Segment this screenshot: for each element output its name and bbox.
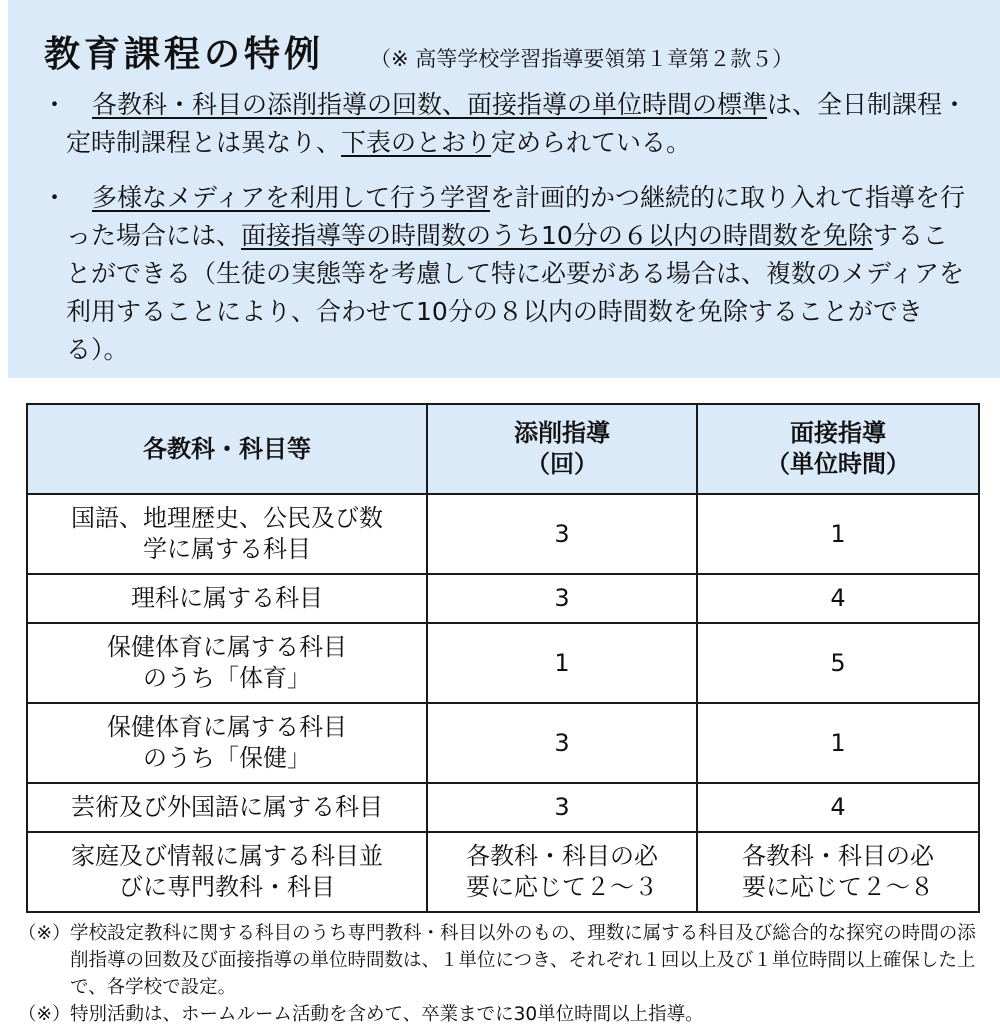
bullet-segment: 多様なメディアを利用して行う学習 bbox=[92, 183, 491, 212]
footnote-mark: （※） bbox=[18, 1004, 71, 1025]
summary-panel bbox=[8, 0, 1000, 378]
footnotes bbox=[18, 920, 988, 1028]
tensaku-cell bbox=[427, 832, 697, 912]
subject-cell bbox=[27, 574, 427, 623]
bullet-segment: 面接指導等の時間数のうち10分の６以内の時間数を免除 bbox=[241, 221, 873, 250]
table-row bbox=[27, 574, 979, 623]
header-tensaku bbox=[427, 404, 697, 494]
header-subject-text: 各教科・科目等 bbox=[143, 434, 311, 463]
standards-table bbox=[26, 403, 980, 913]
tensaku-cell: 3 bbox=[427, 703, 697, 783]
subject-text: 理科に属する科目 bbox=[131, 584, 323, 612]
footnote-text: 特別活動は、ホームルーム活動を含めて、卒業までに30単位時間以上指導。 bbox=[70, 1004, 704, 1025]
subject-text: 保健体育に属する科目 のうち「体育」 bbox=[107, 633, 347, 692]
tensaku-cell: 1 bbox=[427, 623, 697, 703]
mensetsu-cell: 4 bbox=[697, 574, 979, 623]
bullet-2 bbox=[42, 179, 972, 369]
table-row bbox=[27, 832, 979, 912]
subject-cell bbox=[27, 832, 427, 912]
table-row bbox=[27, 783, 979, 832]
header-tensaku-text: 添削指導 （回） bbox=[514, 419, 610, 478]
tensaku-cell: 3 bbox=[427, 783, 697, 832]
mensetsu-text: 各教科・科目の必 要に応じて２～８ bbox=[742, 842, 934, 901]
table-row bbox=[27, 623, 979, 703]
mensetsu-cell: 5 bbox=[697, 623, 979, 703]
tensaku-cell: 3 bbox=[427, 494, 697, 574]
header-mensetsu bbox=[697, 404, 979, 494]
footnote-text: 学校設定教科に関する科目のうち専門教科・科目以外のもの、理数に属する科目及び総合的な探究の時間の添削指導の回数及び面接指導の単位時間数は、１単位につき、それぞれ１回以上及び１単位時間以上確保した上で、各学校で設定。 bbox=[70, 923, 976, 998]
bullet-segment: 下表のとおり bbox=[341, 128, 492, 157]
bullet-marker: ・ bbox=[42, 183, 68, 212]
title-reference: （※ 高等学校学習指導要領第１章第２款５） bbox=[370, 47, 794, 71]
tensaku-text: 各教科・科目の必 要に応じて２～３ bbox=[466, 842, 658, 901]
subject-cell bbox=[27, 494, 427, 574]
table-header-row bbox=[27, 404, 979, 494]
bullet-text bbox=[66, 86, 972, 162]
table-row bbox=[27, 494, 979, 574]
subject-cell bbox=[27, 703, 427, 783]
subject-text: 家庭及び情報に属する科目並 びに専門教科・科目 bbox=[71, 842, 383, 901]
mensetsu-cell bbox=[697, 832, 979, 912]
subject-cell bbox=[27, 783, 427, 832]
bullet-segment: 定められている。 bbox=[491, 128, 692, 157]
mensetsu-cell: 1 bbox=[697, 703, 979, 783]
tensaku-cell: 3 bbox=[427, 574, 697, 623]
footnote-1 bbox=[18, 920, 988, 1001]
page-title: 教育課程の特例 bbox=[44, 34, 325, 75]
footnote-mark: （※） bbox=[18, 923, 71, 944]
bullet-segment: 各教科・科目の添削指導の回数、面接指導の単位時間の標準 bbox=[92, 90, 768, 119]
bullet-segment: を計画的かつ継続的に取り入れて指導を行った場合には、 bbox=[66, 183, 966, 250]
subject-text: 芸術及び外国語に属する科目 bbox=[71, 793, 383, 821]
subject-text: 国語、地理歴史、公民及び数 学に属する科目 bbox=[71, 504, 383, 563]
table-row bbox=[27, 703, 979, 783]
bullet-text bbox=[66, 179, 972, 369]
subject-cell bbox=[27, 623, 427, 703]
bullet-marker: ・ bbox=[42, 90, 68, 119]
footnote-2 bbox=[18, 1001, 988, 1028]
title-row bbox=[44, 26, 793, 77]
bullet-segment: することができる（生徒の実態等を考慮して特に必要がある場合は、複数のメディアを利用することにより、合わせて10分の８以内の時間数を免除することができる）。 bbox=[66, 221, 965, 364]
subject-text: 保健体育に属する科目 のうち「保健」 bbox=[107, 713, 347, 772]
bullet-1 bbox=[42, 86, 972, 162]
header-mensetsu-text: 面接指導 （単位時間） bbox=[766, 419, 910, 478]
header-subject bbox=[27, 404, 427, 494]
mensetsu-cell: 1 bbox=[697, 494, 979, 574]
bullet-segment: は、全日制課程・定時制課程とは異なり、 bbox=[66, 90, 968, 157]
mensetsu-cell: 4 bbox=[697, 783, 979, 832]
